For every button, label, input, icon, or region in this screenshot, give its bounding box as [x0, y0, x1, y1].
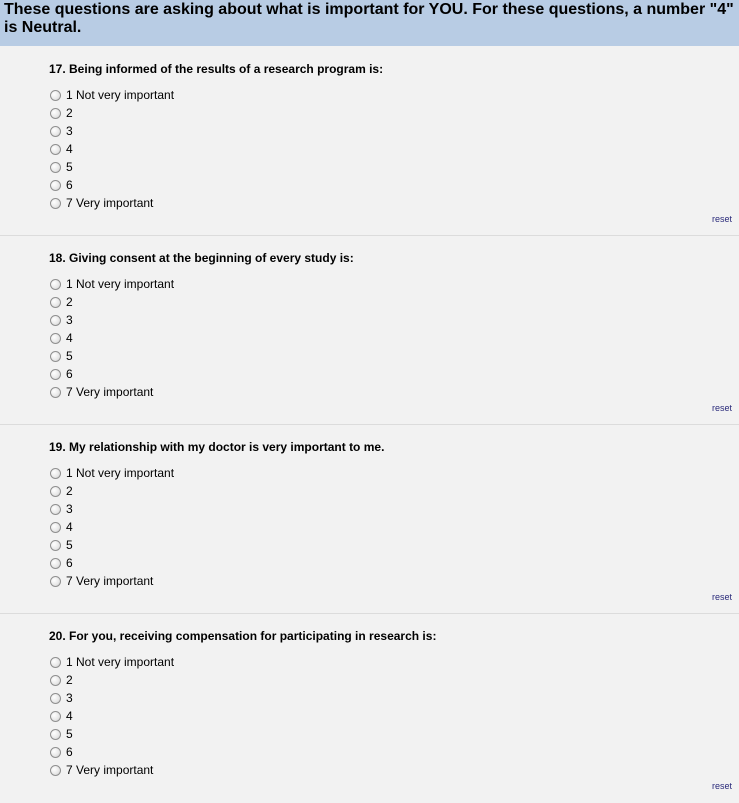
option-label: 4	[66, 709, 73, 723]
option-list	[50, 653, 174, 779]
reset-link[interactable]: reset	[711, 781, 732, 791]
option-label: 5	[66, 160, 73, 174]
option-4[interactable]	[50, 707, 174, 725]
option-label: 4	[66, 520, 73, 534]
option-label: 1 Not very important	[66, 466, 175, 480]
option-label: 3	[66, 313, 73, 327]
option-4[interactable]	[50, 518, 174, 536]
option-label: 4	[66, 142, 73, 156]
question-19	[0, 425, 739, 614]
option-label: 2	[66, 673, 73, 687]
option-list	[50, 86, 174, 212]
option-label: 5	[66, 727, 73, 741]
option-label: 5	[66, 349, 73, 363]
option-label: 1 Not very important	[66, 88, 175, 102]
reset-link[interactable]: reset	[711, 403, 732, 413]
reset-link[interactable]: reset	[711, 592, 732, 602]
question-title: 19. My relationship with my doctor is very important to me.	[49, 440, 385, 454]
section-header	[0, 0, 739, 46]
option-3[interactable]	[50, 500, 174, 518]
option-5[interactable]	[50, 347, 174, 365]
option-7[interactable]	[50, 761, 174, 779]
radio-button[interactable]	[50, 279, 61, 290]
option-6[interactable]	[50, 176, 174, 194]
radio-button[interactable]	[50, 522, 61, 533]
option-3[interactable]	[50, 311, 174, 329]
radio-button[interactable]	[50, 315, 61, 326]
question-20	[0, 614, 739, 803]
radio-button[interactable]	[50, 486, 61, 497]
question-title: 17. Being informed of the results of a research program is:	[49, 62, 384, 76]
option-label: 5	[66, 538, 73, 552]
reset-link[interactable]: reset	[711, 214, 732, 224]
option-label: 3	[66, 502, 73, 516]
option-label: 4	[66, 331, 73, 345]
option-1[interactable]	[50, 653, 174, 671]
option-6[interactable]	[50, 743, 174, 761]
option-2[interactable]	[50, 104, 174, 122]
radio-button[interactable]	[50, 333, 61, 344]
radio-button[interactable]	[50, 711, 61, 722]
radio-button[interactable]	[50, 126, 61, 137]
radio-button[interactable]	[50, 162, 61, 173]
question-17	[0, 47, 739, 236]
radio-button[interactable]	[50, 576, 61, 587]
option-label: 7 Very important	[66, 574, 154, 588]
radio-button[interactable]	[50, 369, 61, 380]
radio-button[interactable]	[50, 351, 61, 362]
radio-button[interactable]	[50, 468, 61, 479]
option-label: 3	[66, 691, 73, 705]
option-label: 6	[66, 745, 73, 759]
option-label: 7 Very important	[66, 385, 154, 399]
option-5[interactable]	[50, 725, 174, 743]
option-1[interactable]	[50, 275, 174, 293]
option-3[interactable]	[50, 689, 174, 707]
option-label: 7 Very important	[66, 763, 154, 777]
radio-button[interactable]	[50, 540, 61, 551]
option-5[interactable]	[50, 158, 174, 176]
option-label: 3	[66, 124, 73, 138]
option-7[interactable]	[50, 572, 174, 590]
question-title: 20. For you, receiving compensation for participating in research is:	[49, 629, 437, 643]
option-5[interactable]	[50, 536, 174, 554]
option-2[interactable]	[50, 293, 174, 311]
option-3[interactable]	[50, 122, 174, 140]
radio-button[interactable]	[50, 108, 61, 119]
radio-button[interactable]	[50, 180, 61, 191]
option-7[interactable]	[50, 383, 174, 401]
question-title: 18. Giving consent at the beginning of every study is:	[49, 251, 354, 265]
option-label: 1 Not very important	[66, 277, 175, 291]
option-label: 2	[66, 484, 73, 498]
radio-button[interactable]	[50, 729, 61, 740]
radio-button[interactable]	[50, 675, 61, 686]
radio-button[interactable]	[50, 765, 61, 776]
radio-button[interactable]	[50, 144, 61, 155]
option-label: 2	[66, 295, 73, 309]
radio-button[interactable]	[50, 693, 61, 704]
option-label: 7 Very important	[66, 196, 154, 210]
option-2[interactable]	[50, 482, 174, 500]
option-label: 2	[66, 106, 73, 120]
option-1[interactable]	[50, 464, 174, 482]
option-6[interactable]	[50, 554, 174, 572]
radio-button[interactable]	[50, 558, 61, 569]
option-1[interactable]	[50, 86, 174, 104]
radio-button[interactable]	[50, 747, 61, 758]
option-2[interactable]	[50, 671, 174, 689]
option-4[interactable]	[50, 140, 174, 158]
option-list	[50, 275, 174, 401]
section-header-text: These questions are asking about what is important for YOU. For these questions, a number "4" is Neutral.	[4, 1, 734, 36]
radio-button[interactable]	[50, 297, 61, 308]
question-18	[0, 236, 739, 425]
radio-button[interactable]	[50, 90, 61, 101]
option-label: 6	[66, 178, 73, 192]
option-list	[50, 464, 174, 590]
option-4[interactable]	[50, 329, 174, 347]
radio-button[interactable]	[50, 198, 61, 209]
option-label: 6	[66, 367, 73, 381]
option-7[interactable]	[50, 194, 174, 212]
radio-button[interactable]	[50, 657, 61, 668]
radio-button[interactable]	[50, 387, 61, 398]
radio-button[interactable]	[50, 504, 61, 515]
option-6[interactable]	[50, 365, 174, 383]
option-label: 6	[66, 556, 73, 570]
option-label: 1 Not very important	[66, 655, 175, 669]
